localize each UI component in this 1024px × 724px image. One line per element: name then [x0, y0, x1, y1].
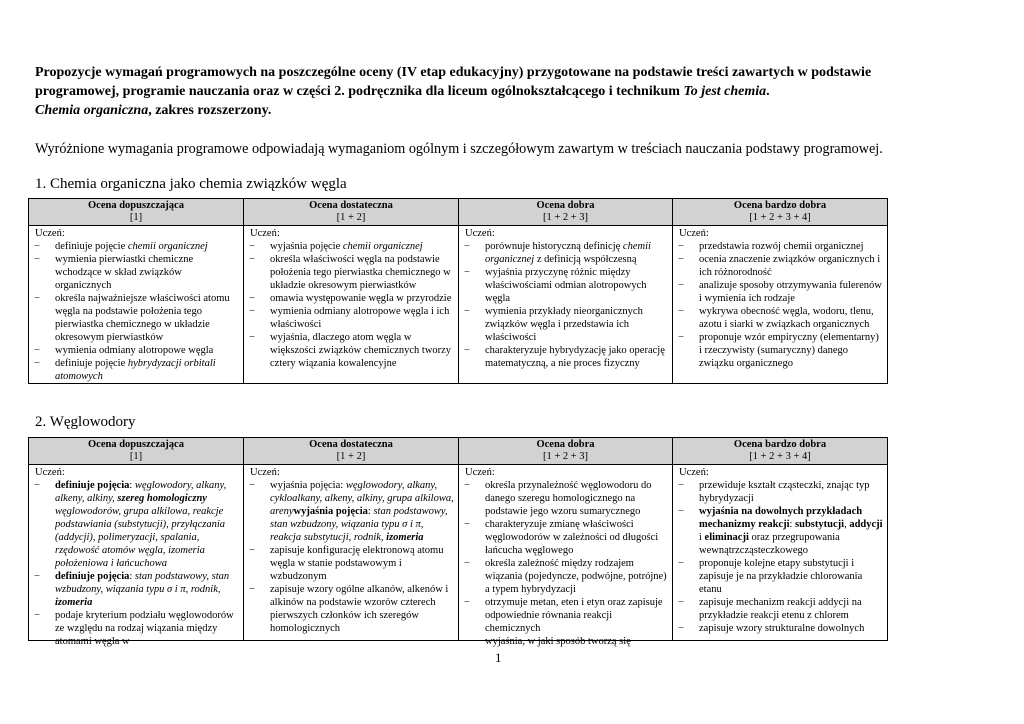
- list-item: − określa najważniejsze właściwości atomu węgla na podstawie położenia tego pierwiastka chemicznego w układzie okresowym pierwiastków: [33, 292, 240, 344]
- item-text: oraz przegrupowania wewnątrzcząsteczkowego: [699, 532, 840, 556]
- cell-grade-4: [673, 226, 888, 384]
- cell-grade-4: [673, 465, 888, 641]
- list-item: − podaje kryterium podziału węglowodorów ze względu na rodzaj wiązania między atomami węgla w: [33, 609, 240, 648]
- list-item: [33, 357, 240, 383]
- cell-grade-3: [459, 465, 673, 647]
- heading-line-3: , zakres rozszerzony.: [148, 103, 272, 118]
- list-item: − ocenia znaczenie związków organicznych i ich różnorodność: [677, 253, 884, 279]
- list-item: − analizuje sposoby otrzymywania fulerenów i wymienia ich rodzaje: [677, 279, 884, 305]
- list-item: − proponuje kolejne etapy substytucji i zapisuje je na przykładzie chlorowania etanu: [677, 557, 884, 596]
- item-term: węglowodory, alkany, alkeny, alkiny,: [55, 480, 227, 504]
- item-term: chemii organicznej: [342, 241, 423, 252]
- item-term-bold: izomeria: [386, 532, 424, 543]
- header-grade-4: [673, 438, 888, 465]
- list-item: [33, 570, 240, 609]
- item-text: :: [367, 506, 374, 517]
- list-item: [248, 479, 455, 544]
- list-item: − charakteryzuje zmianę właściwości węglowodorów w zależności od długości łańcucha węglowego: [463, 518, 669, 557]
- list-item: − określa przynależność węglowodoru do danego szeregu homologicznego na podstawie jego wzoru sumarycznego: [463, 479, 669, 518]
- header-grade-2: [244, 199, 459, 226]
- list-item: [248, 240, 455, 253]
- header-grade-1: [29, 438, 244, 465]
- header-sub: [1 + 2 + 3]: [542, 451, 589, 462]
- lead-text: Uczeń:: [35, 228, 65, 239]
- item-text: wyjaśnia pojęcie: [270, 241, 343, 252]
- item-term: chemii organicznej: [485, 241, 651, 265]
- heading-line-1: Propozycje wymagań programowych na poszczególne oceny (IV etap edukacyjny) przygotowane na podstawie treści zawartych w podstawie: [35, 65, 872, 80]
- header-grade-3: [459, 438, 673, 465]
- lead-text: Uczeń:: [679, 467, 709, 478]
- heading-line-2: programowej, programie nauczania oraz w części 2. podręcznika dla liceum ogólnokształcącego i technikum: [35, 84, 684, 99]
- item-term: węglowodory, alkany, cykloalkany, alkeny, alkiny, grupa alkilowa, areny: [270, 480, 454, 517]
- list-item: − określa zależność między rodzajem wiązania (pojedyncze, podwójne, potrójne) a typem hybrydyzacji: [463, 557, 669, 596]
- header-grade-4: [673, 199, 888, 226]
- header-sub: [1 + 2 + 3]: [542, 212, 589, 223]
- item-term-bold: izomeria: [55, 597, 93, 608]
- list-item: − wymienia pierwiastki chemiczne wchodzące w skład związków organicznych: [33, 253, 240, 292]
- list-item: − proponuje wzór empiryczny (elementarny) i rzeczywisty (sumaryczny) danego związku organicznego: [677, 331, 884, 370]
- book-title: To jest chemia: [683, 84, 767, 99]
- item-text: wyjaśnia pojęcia:: [270, 480, 346, 491]
- list-item: − charakteryzuje hybrydyzację jako operację matematyczną, a nie proces fizyczny: [463, 344, 669, 370]
- document-heading: [35, 63, 965, 120]
- page-number: 1: [495, 650, 502, 665]
- item-text: definiuje pojęcie: [55, 241, 128, 252]
- cell-grade-3: [459, 226, 673, 384]
- header-sub: [1 + 2]: [336, 451, 366, 462]
- cell-grade-2: [244, 465, 459, 641]
- textbook-part-title: Chemia organiczna: [35, 103, 149, 118]
- header-sub: [1 + 2 + 3 + 4]: [749, 451, 811, 462]
- item-term-bold: szereg homologiczny: [117, 493, 207, 504]
- list-item: − zapisuje mechanizm reakcji addycji na przykładzie reakcji etenu z chlorem: [677, 596, 884, 622]
- item-bold: wyjaśnia pojęcia: [293, 506, 368, 517]
- header-label: Ocena bardzo dobra: [733, 200, 827, 211]
- item-text: z definicją współczesną: [534, 254, 637, 265]
- header-sub: [1]: [129, 451, 143, 462]
- list-item: [677, 505, 884, 557]
- item-text: definiuje pojęcie: [55, 358, 128, 369]
- item-term: stan podstawowy, stan wzbudzony, wiązania typu σ i π, reakcja substytucji, rodnik,: [270, 506, 448, 543]
- lead-text: Uczeń:: [679, 228, 709, 239]
- lead-text: Uczeń:: [465, 467, 495, 478]
- header-label: Ocena dostateczna: [309, 439, 393, 450]
- header-label: Ocena dopuszczająca: [88, 439, 184, 450]
- header-sub: [1 + 2]: [336, 212, 366, 223]
- list-item: [33, 479, 240, 570]
- table-row: [29, 226, 888, 384]
- item-term: chemii organicznej: [127, 241, 208, 252]
- table-row: [29, 465, 888, 641]
- list-item: − wyjaśnia, w jaki sposób tworzą się: [463, 635, 669, 648]
- list-item: − zapisuje konfigurację elektronową atomu węgla w stanie podstawowym i wzbudzonym: [248, 544, 455, 583]
- header-sub: [1]: [129, 212, 143, 223]
- item-term: hybrydyzacji orbitali atomowych: [55, 358, 216, 382]
- list-item: − przedstawia rozwój chemii organicznej: [677, 240, 884, 253]
- section-1-title: 1. Chemia organiczna jako chemia związków węgla: [35, 176, 347, 192]
- item-bold: substytucji: [795, 519, 845, 530]
- item-bold: definiuje pojęcia: [55, 480, 130, 491]
- item-text: i: [699, 532, 705, 543]
- header-label: Ocena dostateczna: [309, 200, 393, 211]
- list-item: − określa właściwości węgla na podstawie położenia tego pierwiastka chemicznego w układzie okresowym pierwiastków: [248, 253, 455, 292]
- header-grade-2: [244, 438, 459, 465]
- header-label: Ocena bardzo dobra: [733, 439, 827, 450]
- list-item: − otrzymuje metan, eten i etyn oraz zapisuje odpowiednie równania reakcji chemicznych: [463, 596, 669, 635]
- list-item: − zapisuje wzory ogólne alkanów, alkenów i alkinów na podstawie wzorów czterech pierwszych członków ich szeregów homologicznych: [248, 583, 455, 635]
- item-text: :: [789, 519, 796, 530]
- lead-text: Uczeń:: [465, 228, 495, 239]
- list-item: − wymienia odmiany alotropowe węgla i ich właściwości: [248, 305, 455, 331]
- item-text: :: [129, 571, 135, 582]
- section-1-table: [28, 198, 888, 384]
- item-text: :: [129, 480, 135, 491]
- list-item: − wykrywa obecność węgla, wodoru, tlenu, azotu i siarki w związkach organicznych: [677, 305, 884, 331]
- item-term: stan podstawowy, stan wzbudzony, wiązania typu σ i π, rodnik,: [55, 571, 230, 595]
- item-text: ,: [844, 519, 850, 530]
- heading-period: .: [766, 84, 770, 99]
- item-bold: definiuje pojęcia: [55, 571, 130, 582]
- item-bold: wyjaśnia na dowolnych przykładach mechanizmy reakcji: [699, 506, 863, 530]
- list-item: [463, 240, 669, 266]
- header-label: Ocena dobra: [536, 200, 595, 211]
- section-2-title: 2. Węglowodory: [35, 414, 136, 430]
- header-grade-1: [29, 199, 244, 226]
- list-item: − wymienia przykłady nieorganicznych związków węgla i przedstawia ich właściwości: [463, 305, 669, 344]
- header-label: Ocena dopuszczająca: [88, 200, 184, 211]
- list-item: − zapisuje wzory strukturalne dowolnych: [677, 622, 884, 635]
- item-bold: eliminacji: [704, 532, 749, 543]
- lead-text: Uczeń:: [250, 467, 280, 478]
- table-header-row: [29, 199, 888, 226]
- item-term: węglowodorów, grupa alkilowa, reakcje podstawiania (substytucji), przyłączania (addycji), polimeryzacji, spalania, rzędowość atomów węgla, izomeria położeniowa i łańcuchowa: [55, 506, 226, 569]
- highlight-note: Wyróżnione wymagania programowe odpowiadają wymaganiom ogólnym i szczegółowym zawartym w treściach nauczania podstawy programowej.: [35, 141, 883, 157]
- item-bold: addycji: [849, 519, 883, 530]
- cell-grade-1: [29, 465, 244, 647]
- cell-grade-2: [244, 226, 459, 384]
- table-header-row: [29, 438, 888, 465]
- header-label: Ocena dobra: [536, 439, 595, 450]
- list-item: − wymienia odmiany alotropowe węgla: [33, 344, 240, 357]
- lead-text: Uczeń:: [250, 228, 280, 239]
- list-item: [33, 240, 240, 253]
- section-2-table: [28, 437, 888, 647]
- cell-grade-1: [29, 226, 244, 384]
- item-text: porównuje historyczną definicję: [485, 241, 623, 252]
- list-item: − przewiduje kształt cząsteczki, znając typ hybrydyzacji: [677, 479, 884, 505]
- lead-text: Uczeń:: [35, 467, 65, 478]
- header-sub: [1 + 2 + 3 + 4]: [749, 212, 811, 223]
- list-item: − wyjaśnia przyczynę różnic między właściwościami odmian alotropowych węgla: [463, 266, 669, 305]
- header-grade-3: [459, 199, 673, 226]
- list-item: − wyjaśnia, dlaczego atom węgla w większości związków chemicznych tworzy cztery wiązania kowalencyjne: [248, 331, 455, 370]
- list-item: − omawia występowanie węgla w przyrodzie: [248, 292, 455, 305]
